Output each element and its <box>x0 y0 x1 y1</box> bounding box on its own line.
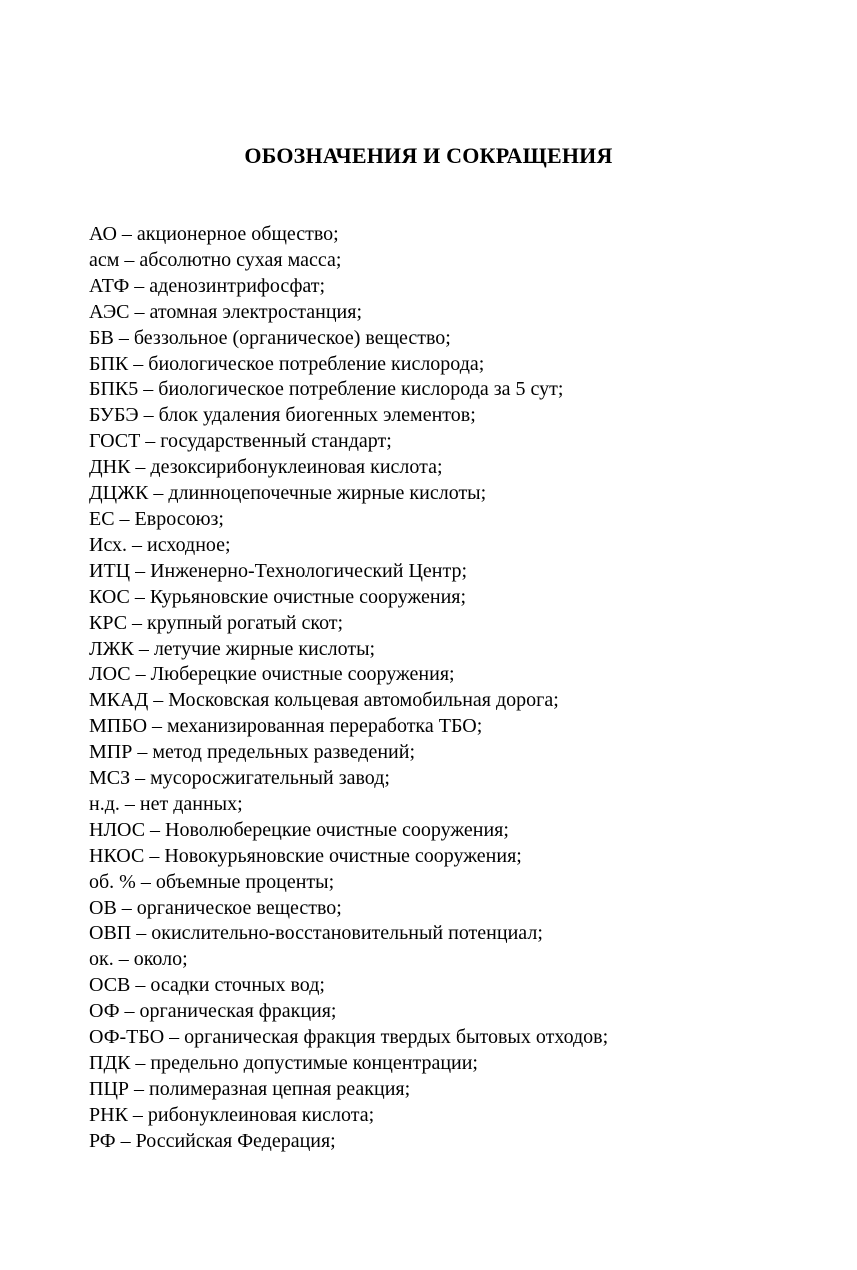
abbreviation-item: НЛОС – Новолюберецкие очистные сооружения; <box>89 818 509 841</box>
abbreviation-item: ЛОС – Люберецкие очистные сооружения; <box>89 663 455 686</box>
abbreviation-item: ДЦЖК – длинноцепочечные жирные кислоты; <box>89 482 487 505</box>
abbreviation-item: ДНК – дезоксирибонуклеиновая кислота; <box>89 456 443 479</box>
abbreviation-item: БВ – беззольное (органическое) вещество; <box>89 326 451 349</box>
abbreviation-item: АЭС – атомная электростанция; <box>89 300 362 323</box>
abbreviation-item: ОФ-ТБО – органическая фракция твердых бытовых отходов; <box>89 1026 609 1049</box>
abbreviation-item: МСЗ – мусоросжигательный завод; <box>89 767 390 790</box>
abbreviation-item: ОВ – органическое вещество; <box>89 896 342 919</box>
abbreviation-item: ОСВ – осадки сточных вод; <box>89 974 325 997</box>
abbreviation-item: АТФ – аденозинтрифосфат; <box>89 274 326 297</box>
abbreviation-item: ЛЖК – летучие жирные кислоты; <box>89 637 376 660</box>
abbreviation-item: об. % – объемные проценты; <box>89 870 335 893</box>
abbreviation-item: БПК5 – биологическое потребление кислорода за 5 сут; <box>89 378 564 401</box>
abbreviation-item: ОФ – органическая фракция; <box>89 1000 337 1023</box>
abbreviation-item: МКАД – Московская кольцевая автомобильная дорога; <box>89 689 559 712</box>
abbreviation-item: Исх. – исходное; <box>89 533 231 556</box>
abbreviation-item: ПДК – предельно допустимые концентрации; <box>89 1052 478 1074</box>
abbreviation-item: БПК – биологическое потребление кислорода; <box>89 352 485 375</box>
abbreviation-item: АО – акционерное общество; <box>89 223 339 245</box>
abbreviation-item: РФ – Российская Федерация; <box>89 1129 336 1152</box>
abbreviation-item: МПР – метод предельных разведений; <box>89 741 416 764</box>
abbreviation-list <box>89 222 829 1155</box>
abbreviation-item: БУБЭ – блок удаления биогенных элементов; <box>89 404 476 427</box>
abbreviation-item: ОВП – окислительно-восстановительный потенциал; <box>89 922 543 945</box>
abbreviation-item: РНК – рибонуклеиновая кислота; <box>89 1103 375 1126</box>
abbreviation-item: ГОСТ – государственный стандарт; <box>89 430 392 453</box>
abbreviation-item: н.д. – нет данных; <box>89 792 243 815</box>
abbreviation-item: МПБО – механизированная переработка ТБО; <box>89 715 483 738</box>
abbreviation-item: НКОС – Новокурьяновские очистные сооружения; <box>89 844 522 867</box>
page-title: ОБОЗНАЧЕНИЯ И СОКРАЩЕНИЯ <box>244 143 613 168</box>
abbreviation-item: КРС – крупный рогатый скот; <box>89 611 344 634</box>
abbreviation-item: ПЦР – полимеразная цепная реакция; <box>89 1077 411 1100</box>
abbreviation-item: КОС – Курьяновские очистные сооружения; <box>89 585 467 608</box>
abbreviation-item: ИТЦ – Инженерно-Технологический Центр; <box>89 559 468 582</box>
abbreviation-item: ок. – около; <box>89 948 188 971</box>
abbreviation-item: ЕС – Евросоюз; <box>89 507 224 530</box>
abbreviation-item: асм – абсолютно сухая масса; <box>89 248 342 271</box>
